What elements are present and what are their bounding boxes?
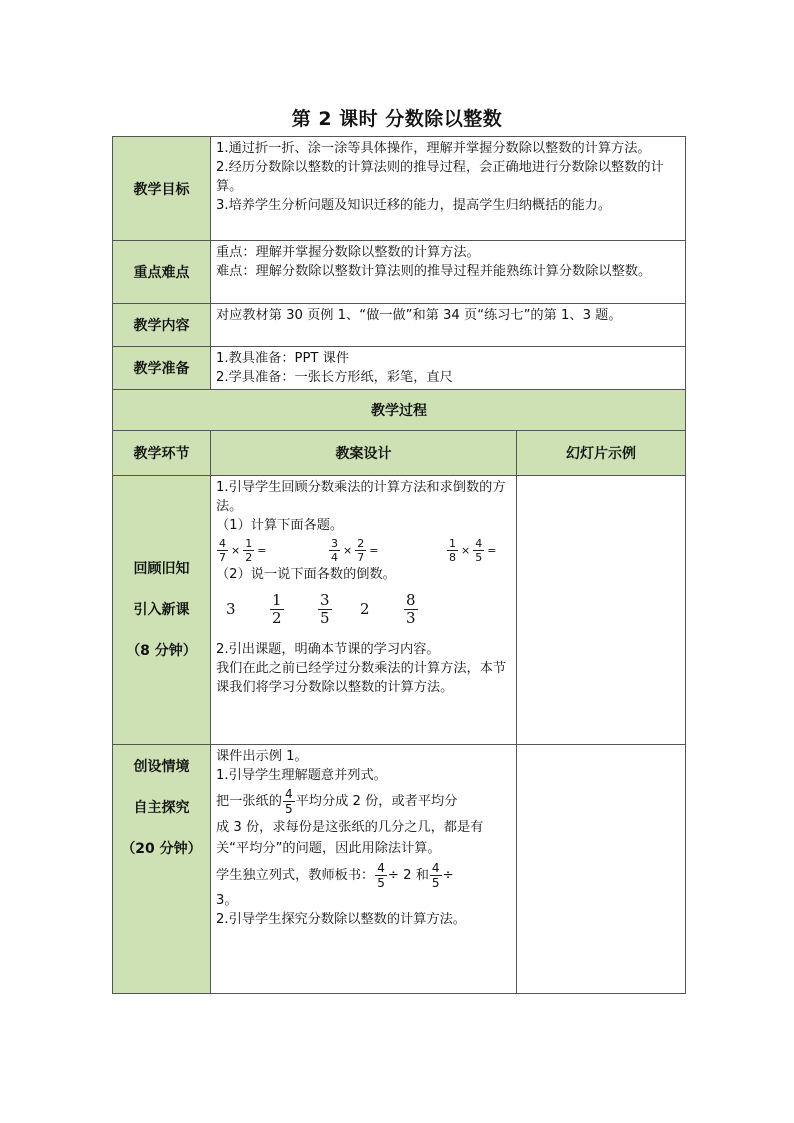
- multiplication-exercises: [216, 535, 512, 565]
- stage2-p1: 课件出示例 1。: [216, 749, 308, 764]
- prep-row: [113, 347, 686, 390]
- prep-label: 教学准备: [113, 347, 211, 390]
- stage2-p6: 3。: [216, 893, 238, 908]
- stage2-slides: [517, 745, 686, 994]
- prep-content: [211, 347, 686, 390]
- lesson-plan-table: [112, 136, 686, 994]
- stage1-label-line: 引入新课: [133, 601, 190, 618]
- expression: $\frac{3}{4}$ × $\frac{2}{7}$ =: [331, 536, 379, 564]
- page-title: 第 2 课时 分数除以整数: [291, 108, 503, 130]
- stage2-p4: 成 3 份，求每份是这张纸的几分之几，都是有关“平均分”的问题，因此用除法计算。: [216, 820, 484, 856]
- stage2-label-line: （20 分钟）: [121, 841, 202, 857]
- fraction: $\frac{4}{5}$: [377, 860, 385, 890]
- stage1-slides: [517, 476, 686, 745]
- stage1-p2: 2.引出课题，明确本节课的学习内容。: [216, 642, 440, 657]
- process-header-row: [113, 390, 686, 431]
- stage1-intro: 1.引导学生回顾分数乘法的计算方法和求倒数的方法。: [216, 480, 506, 514]
- stage1-label: [113, 476, 211, 745]
- stage2-label: [113, 745, 211, 994]
- goals-label: 教学目标: [113, 137, 211, 241]
- goal-line: 1.通过折一折、涂一涂等具体操作，理解并掌握分数除以整数的计算方法。: [216, 141, 651, 156]
- column-header-stage: 教学环节: [113, 431, 211, 476]
- keypoints-label: 重点难点: [113, 241, 211, 304]
- fraction: $\frac{8}{3}$: [406, 590, 416, 627]
- stage1-label-line: （8 分钟）: [126, 642, 197, 659]
- fraction: $\frac{1}{2}$: [272, 590, 282, 627]
- stage1-label-line: 回顾旧知: [133, 560, 190, 577]
- column-header-design: 教案设计: [211, 431, 517, 476]
- stage1-p3: 我们在此之前已经学过分数乘法的计算方法，本节课我们将学习分数除以整数的计算方法。: [216, 661, 507, 695]
- fraction: $\frac{4}{5}$: [431, 860, 440, 890]
- keypoints-row: [113, 241, 686, 304]
- goal-line: 3.培养学生分析问题及知识迁移的能力，提高学生归纳概括的能力。: [216, 198, 612, 213]
- process-header: 教学过程: [113, 390, 686, 431]
- goals-row: [113, 137, 686, 241]
- stage2-p7: 2.引导学生探究分数除以整数的计算方法。: [216, 912, 466, 927]
- column-header-slides: 幻灯片示例: [517, 431, 686, 476]
- stage2-label-line: 创设情境: [133, 759, 190, 775]
- stage2-p2: 1.引导学生理解题意并列式。: [216, 768, 387, 783]
- stage2-row: [113, 745, 686, 994]
- stage1-q2: （2）说一说下面各数的倒数。: [216, 567, 396, 582]
- stage2-p3: 把一张纸的 $\frac{4}{5}$ 平均分成 2 份，或者平均分: [216, 786, 458, 816]
- column-header-row: [113, 431, 686, 476]
- stage2-label-line: 自主探究: [133, 800, 190, 816]
- prep-line: 1.教具准备：PPT 课件: [216, 351, 350, 366]
- expression: $\frac{1}{8}$ × $\frac{4}{5}$ =: [449, 536, 497, 564]
- stage2-design: [211, 745, 517, 994]
- fraction: $\frac{4}{5}$: [284, 786, 293, 816]
- keypoint-line: 重点：理解并掌握分数除以整数的计算方法。: [216, 245, 480, 260]
- content-text: 对应教材第 30 页例 1、“做一做”和第 34 页“练习七”的第 1、3 题。: [211, 304, 686, 347]
- prep-line: 2.学具准备：一张长方形纸，彩笔，直尺: [216, 370, 453, 385]
- content-row: [113, 304, 686, 347]
- goal-line: 2.经历分数除以整数的计算法则的推导过程，会正确地进行分数除以整数的计算。: [216, 160, 664, 194]
- stage1-row: [113, 476, 686, 745]
- expression: $\frac{4}{7}$ × $\frac{1}{2}$ =: [219, 536, 267, 564]
- keypoint-line: 难点：理解分数除以整数计算法则的推导过程并能熟练计算分数除以整数。: [216, 264, 652, 279]
- stage1-design: [211, 476, 517, 745]
- stage1-q1: （1）计算下面各题。: [216, 518, 344, 533]
- keypoints-content: [211, 241, 686, 304]
- goals-content: [211, 137, 686, 241]
- number: 3: [226, 599, 236, 618]
- content-label: 教学内容: [113, 304, 211, 347]
- fraction: $\frac{3}{5}$: [320, 590, 330, 627]
- reciprocal-numbers: [216, 584, 512, 634]
- stage2-p5: 学生独立列式，教师板书： $\frac{4}{5}$ ÷ 2 和 $\frac{4}{5}$ ÷: [216, 860, 454, 890]
- number: 2: [360, 599, 370, 618]
